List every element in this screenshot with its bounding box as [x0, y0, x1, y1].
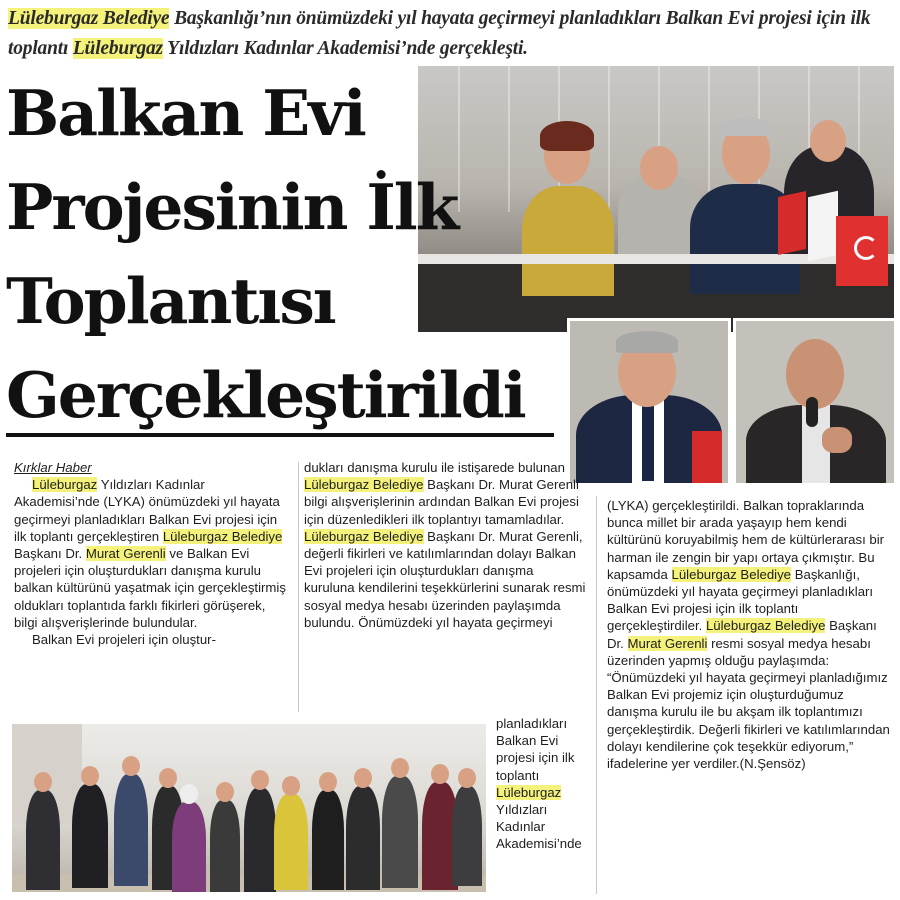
lead-text: Başkanlığı’nın önümüzdeki yıl hayata geçirmeyi planladıkları Balkan Evi projesi için ilk toplantı	[8, 8, 871, 59]
paragraph: Balkan Evi projeleri için oluştur-	[32, 632, 216, 648]
body-text: ve Balkan Evi projeleri için oluşturdukları danışma kurulu balkan kültürünü yaşatmak için gerçekleştirmiş oldukları toplantıda farklı fikirleri görüşerek, bilgi alışverişlerinde bulundular.	[14, 546, 286, 630]
column-divider	[596, 496, 597, 894]
headline	[6, 66, 566, 442]
lead-highlight: Lüleburgaz Belediye	[8, 8, 170, 29]
lead-text: Yıldızları Kadınlar Akademisi’nde gerçekleşti.	[162, 38, 528, 59]
highlight: Murat Gerenli	[627, 635, 708, 651]
highlight: Lüleburgaz Belediye	[162, 528, 283, 544]
paragraph	[496, 715, 592, 853]
headline-line: Projesinin İlk	[6, 170, 458, 244]
paragraph	[14, 476, 292, 631]
highlight: Lüleburgaz	[496, 784, 562, 800]
body-text: Başkanı Dr. Murat Gerenli bilgi alışverişlerinin ardından Balkan Evi projesi için düzenledikleri ilk toplantıyı tamamladılar.	[304, 477, 579, 527]
byline: Kırklar Haber	[14, 460, 92, 475]
article-column-2-continued	[496, 715, 592, 853]
article-column-1	[14, 459, 292, 648]
highlight: Lüleburgaz Belediye	[705, 618, 826, 634]
paragraph	[607, 497, 894, 772]
headline-rule	[6, 433, 554, 437]
body-text: resmi sosyal medya hesabı üzerinden yapmış olduğu paylaşımda: “Önümüzdeki yıl hayata geçirmeyi planladığımız Balkan Evi projemiz için oluşturduğumuz danışma kurulu ile bu akşam ilk toplantımızı gerçekleştirdik. Değerli fikirleri ve katılımlarından dolayı kendilerine çok teşekkür ediyorum,” ifadelerine yer verdiler.(N.Şensöz)	[607, 635, 890, 772]
portrait-photo-speaker	[733, 318, 897, 486]
body-text: Yıldızları Kadınlar Akademisi’nde (LYKA) önümüzdeki yıl hayata geçirmeyi planladıkları Balkan Evi projesi için ilk toplantı gerçekleştiren	[14, 477, 280, 544]
highlight: Murat Gerenli	[85, 546, 166, 562]
body-text: dukları danışma kurulu ile istişarede bulunan	[304, 460, 565, 475]
lead-paragraph	[8, 4, 894, 64]
body-text: planladıkları Balkan Evi projesi için ilk toplantı	[496, 716, 575, 783]
group-photo	[12, 724, 486, 892]
lead-highlight: Lüleburgaz	[72, 38, 163, 59]
body-text: (LYKA) gerçekleştirildi. Balkan topraklarında bunca millet bir arada yaşayıp hem kendi kültürünü koruyabilmiş hem de kültürlerarası bir harman ile zengin bir yapı ortaya çıkmıştır. Bu kapsamda	[607, 498, 885, 582]
headline-line: Gerçekleştirildi	[6, 358, 525, 432]
portrait-photo-mayor	[567, 318, 731, 486]
body-text: Başkanı Dr.	[607, 618, 877, 651]
body-text: Yıldızları Kadınlar Akademisi’nde	[496, 802, 582, 852]
column-divider	[298, 462, 299, 712]
headline-line: Toplantısı	[6, 264, 335, 338]
highlight: Lüleburgaz Belediye	[304, 528, 424, 544]
article-column-3	[607, 497, 894, 772]
body-text: Başkanı Dr.	[14, 546, 86, 562]
body-text: Başkanı Dr. Murat Gerenli, değerli fikirleri ve katılımlarından dolayı Balkan Evi projeleri için oluşturdukları danışma kuruluna kendilerini teşekkürlerini sunarak resmi sosyal medya hesabı üzerinden paylaşımda bulundu. Önümüzdeki yıl hayata geçirmeyi	[304, 528, 586, 630]
article-column-2	[304, 459, 586, 631]
body-text: Başkanlığı, önümüzdeki yıl hayata geçirmeyi planladıkları Balkan Evi projesi için ilk toplantı gerçekleştirdiler.	[607, 566, 874, 634]
headline-line: Balkan Evi	[6, 76, 365, 150]
highlight: Lüleburgaz	[32, 477, 98, 493]
highlight: Lüleburgaz Belediye	[304, 477, 424, 493]
paragraph	[304, 459, 586, 631]
highlight: Lüleburgaz Belediye	[671, 566, 792, 582]
